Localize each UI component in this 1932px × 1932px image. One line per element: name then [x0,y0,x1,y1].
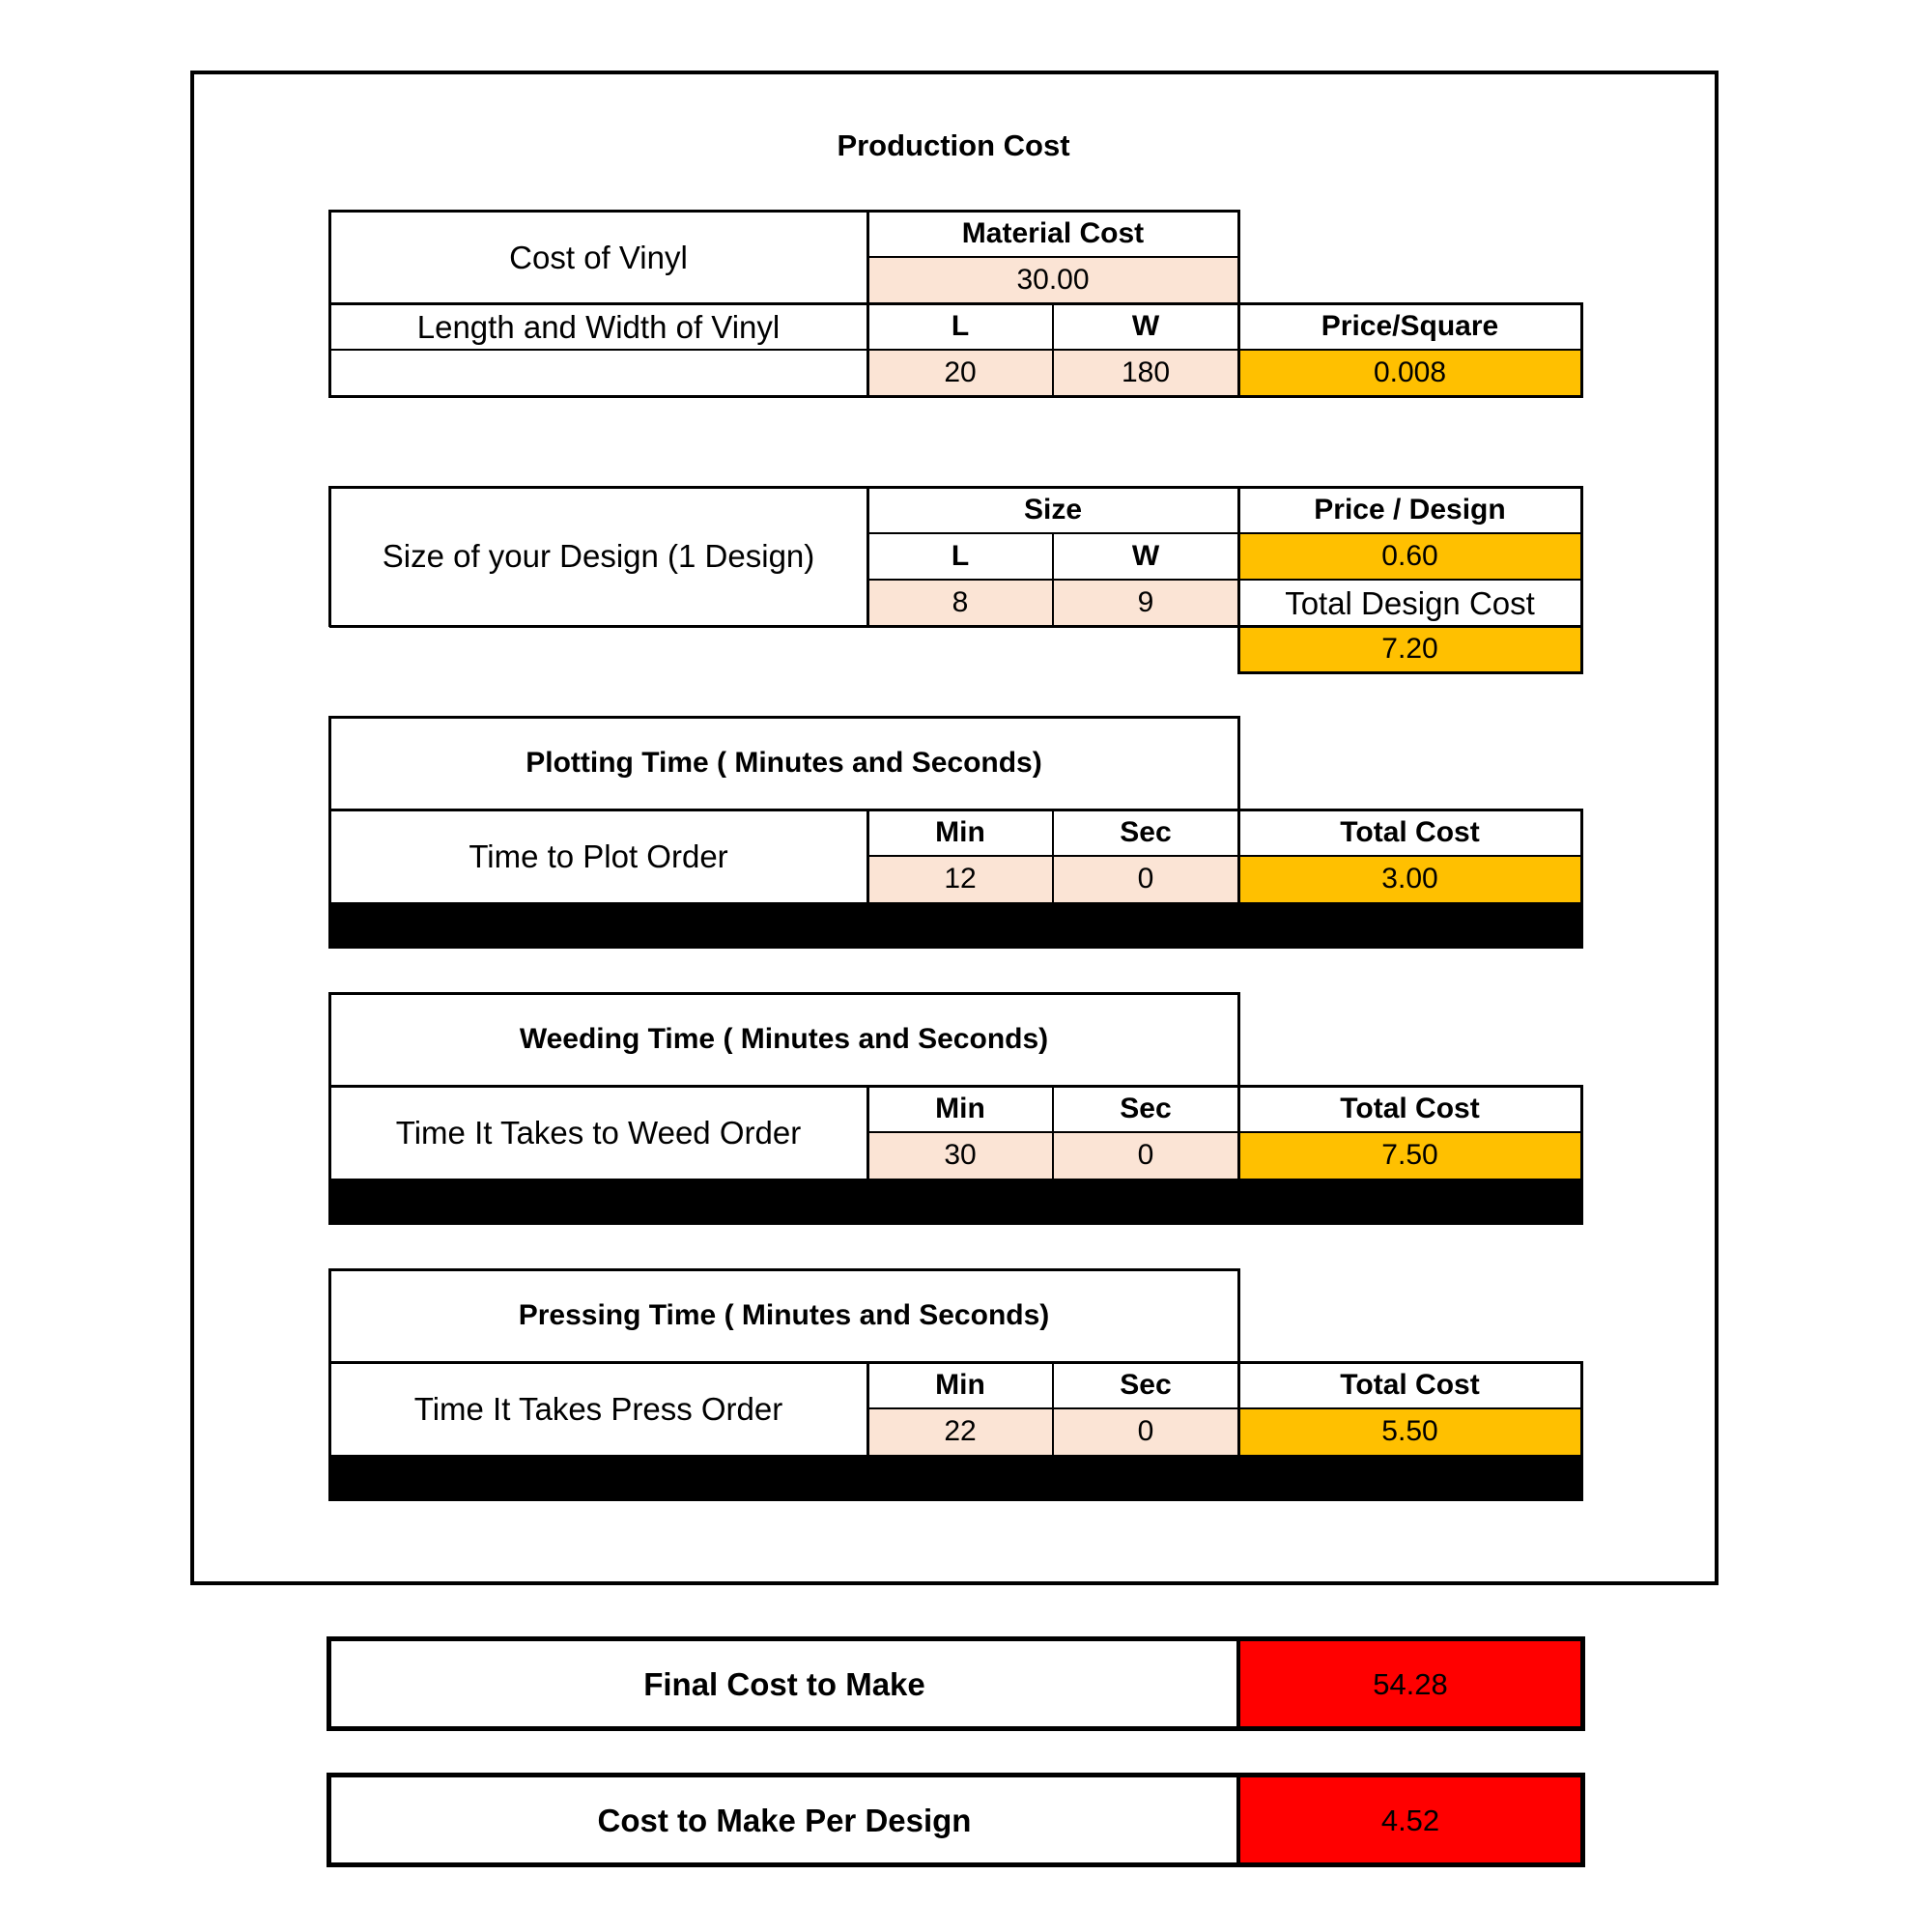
total-design-cost-label: Total Design Cost [1285,584,1535,621]
weeding-row-label: Time It Takes to Weed Order [395,1114,802,1151]
weeding-total-cost-header: Total Cost [1340,1093,1480,1124]
pressing-sec-value[interactable]: 0 [1053,1408,1238,1455]
plotting-total-cost-header: Total Cost [1340,816,1480,848]
weeding-header: Weeding Time ( Minutes and Seconds) [519,1023,1049,1055]
cost-of-vinyl-label: Cost of Vinyl [509,239,688,275]
final-cost-value: 54.28 [1239,1640,1581,1727]
vinyl-l-value[interactable]: 20 [867,350,1053,396]
design-size-header: Size [1023,494,1083,526]
total-design-cost-value: 7.20 [1238,626,1581,672]
plotting-min-header: Min [935,816,985,848]
vinyl-w-value[interactable]: 180 [1053,350,1238,396]
plotting-total-cost-value: 3.00 [1238,856,1581,902]
pressing-row-label: Time It Takes Press Order [413,1390,783,1427]
empty-cell [329,350,867,396]
plotting-min-value[interactable]: 12 [867,856,1053,902]
weeding-sec-value[interactable]: 0 [1053,1132,1238,1179]
design-l-header: L [951,540,970,572]
plotting-sec-value[interactable]: 0 [1053,856,1238,902]
design-size-label: Size of your Design (1 Design) [382,538,815,574]
price-square-value: 0.008 [1238,350,1581,396]
weeding-sec-header: Sec [1120,1093,1172,1124]
pressing-min-value[interactable]: 22 [867,1408,1053,1455]
price-square-header: Price/Square [1321,310,1499,342]
weeding-divider-bar [328,1179,1583,1225]
per-design-label: Cost to Make Per Design [597,1802,972,1838]
plotting-divider-bar [328,902,1583,949]
pressing-total-cost-value: 5.50 [1238,1408,1581,1455]
price-design-value: 0.60 [1238,533,1581,580]
material-cost-value[interactable]: 30.00 [867,257,1238,303]
final-cost-label: Final Cost to Make [643,1665,925,1702]
weeding-min-value[interactable]: 30 [867,1132,1053,1179]
price-design-header: Price / Design [1314,494,1506,526]
pressing-header: Pressing Time ( Minutes and Seconds) [518,1299,1050,1331]
material-cost-header: Material Cost [961,217,1145,249]
vinyl-w-header: W [1131,310,1160,342]
length-width-label: Length and Width of Vinyl [416,308,781,345]
pressing-divider-bar [328,1455,1583,1501]
vinyl-l-header: L [951,310,970,342]
design-w-header: W [1131,540,1160,572]
pressing-min-header: Min [935,1369,985,1401]
design-l-value[interactable]: 8 [867,580,1053,626]
weeding-total-cost-value: 7.50 [1238,1132,1581,1179]
plotting-sec-header: Sec [1120,816,1172,848]
per-design-value: 4.52 [1239,1776,1581,1863]
page-title: Production Cost [837,128,1070,162]
design-w-value[interactable]: 9 [1053,580,1238,626]
plotting-header: Plotting Time ( Minutes and Seconds) [526,747,1042,779]
weeding-min-header: Min [935,1093,985,1124]
plotting-row-label: Time to Plot Order [469,838,728,874]
pressing-sec-header: Sec [1120,1369,1172,1401]
pressing-total-cost-header: Total Cost [1340,1369,1480,1401]
